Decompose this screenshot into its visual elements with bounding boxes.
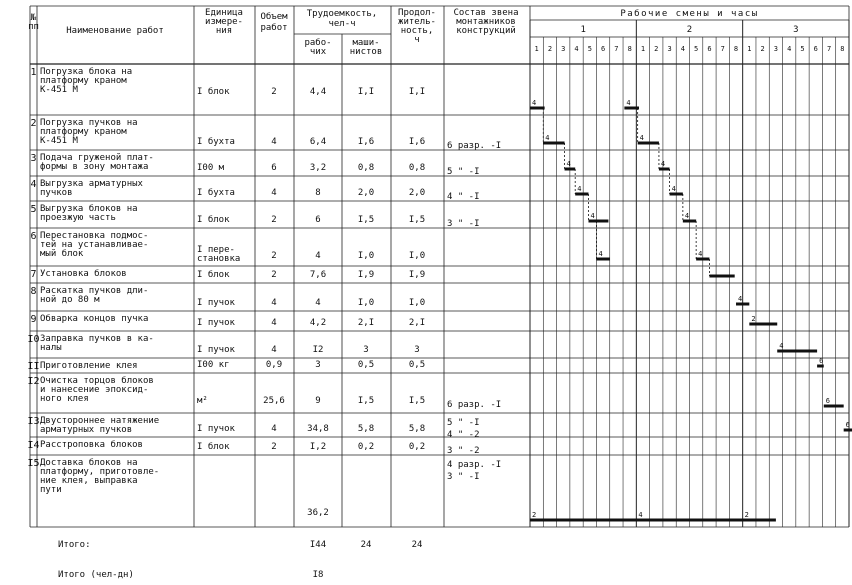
gantt-bar-label: 4 [566, 160, 571, 168]
row-number: 3 [30, 153, 37, 164]
hour-number: 6 [600, 45, 606, 53]
unit-value: I пере-становка [197, 245, 241, 264]
gantt-bar-label: 4 [639, 134, 644, 142]
machinists-value: 0,2 [357, 442, 375, 452]
gantt-bar-label: 6 [819, 357, 824, 365]
machinists-value: 2,0 [357, 188, 375, 198]
gantt-schedule [530, 99, 852, 520]
table-row [30, 268, 425, 280]
duration-value: 3 [414, 345, 420, 355]
hour-number: 8 [627, 45, 632, 53]
hour-number: 1 [640, 45, 646, 53]
work-name: Перестановка подмос-тей на устанавливае-мый блок [40, 231, 149, 259]
volume-value: 2 [271, 215, 277, 225]
machinists-value: 0,8 [357, 163, 375, 173]
gantt-bar-label: 2 [751, 315, 756, 323]
work-name: Погрузка блока на платформу краном К-451 М [40, 67, 133, 95]
crew-value: 6 разр. -I [447, 400, 502, 410]
duration-value: I,I [408, 87, 426, 97]
unit-value: I блок [197, 270, 230, 280]
header-duration: Продол-житель-ность, ч [398, 8, 436, 45]
workers-value: 6,4 [309, 137, 327, 147]
totals-workers: I44 [309, 540, 327, 550]
workers-value: 7,6 [309, 270, 327, 280]
machinists-value: I,5 [357, 215, 375, 225]
unit-value: I бухта [197, 137, 235, 147]
gantt-bar-label: 4 [590, 212, 595, 220]
table-row [30, 118, 501, 151]
gantt-bar-label: 4 [698, 250, 703, 258]
duration-value: 5,8 [408, 424, 426, 434]
work-name: Заправка пучков в ка-налы [40, 334, 154, 353]
duration-value: 2,I [408, 318, 426, 328]
hour-number: 1 [747, 45, 752, 53]
gantt-bar-label: 4 [684, 212, 690, 220]
machinists-value: I,6 [357, 137, 375, 147]
totals-duration: 24 [411, 540, 423, 550]
workers-value: I2 [312, 345, 324, 355]
machinists-value: I,9 [357, 270, 375, 280]
duration-value: 0,8 [408, 163, 426, 173]
table-body [27, 66, 501, 518]
unit-value: I блок [197, 87, 230, 97]
crew-value: 4 " -I [447, 192, 480, 202]
volume-value: 4 [271, 137, 277, 147]
gantt-bar-label: 4 [545, 134, 550, 142]
hour-number: 2 [654, 45, 659, 53]
machinists-value: 0,5 [357, 360, 375, 370]
header-unit: Единица измере-ния [205, 8, 243, 36]
crew-value: 4 разр. -I 3 " -I [447, 460, 502, 482]
duration-value: I,9 [408, 270, 426, 280]
crew-value: 3 " -2 [447, 446, 480, 456]
workers-value: 6 [315, 215, 321, 225]
header-labor-machinists: маши-нистов [349, 38, 383, 57]
row-number: I2 [27, 376, 40, 387]
table-row [30, 313, 425, 328]
row-number: 4 [30, 179, 37, 190]
machinists-value: I,5 [357, 396, 375, 406]
hour-number: 5 [800, 45, 805, 53]
table-row [27, 439, 479, 456]
row-number: 6 [30, 231, 37, 242]
volume-value: 25,6 [263, 396, 285, 406]
totals-days-value: I8 [312, 570, 324, 580]
unit-value: I пучок [197, 424, 235, 434]
workers-value: 4 [315, 298, 321, 308]
workers-value: 4,4 [309, 87, 327, 97]
duration-value: 0,2 [408, 442, 426, 452]
unit-value: I пучок [197, 298, 235, 308]
unit-value: I блок [197, 442, 230, 452]
workers-value: I,2 [309, 442, 327, 452]
machinists-value: I,I [357, 87, 375, 97]
hour-number: 3 [667, 45, 672, 53]
row-number: 9 [30, 314, 37, 325]
work-name: Погрузка пучков на платформу краном К-451 М [40, 118, 138, 146]
machinists-value: I,0 [357, 298, 375, 308]
row-number: 8 [30, 286, 37, 297]
work-name: Установка блоков [40, 269, 127, 279]
gantt-bar-label: 4 [532, 99, 537, 107]
header-num: № пп [28, 13, 39, 32]
gantt-bar-label: 4 [626, 99, 631, 107]
totals-machinists: 24 [360, 540, 372, 550]
work-name: Двустороннее натяжение арматурных пучков [40, 416, 160, 435]
row-number: II [27, 361, 40, 372]
table-grid [30, 6, 849, 527]
header-volume: Объем работ [260, 12, 288, 33]
machinists-value: 5,8 [357, 424, 375, 434]
header-crew: Состав звена монтажников конструкций [453, 8, 519, 36]
workers-value: 3,2 [309, 163, 327, 173]
hour-number: 7 [720, 45, 725, 53]
work-name: Доставка блоков на платформу, приготовле-ние клея, выправка пути [40, 458, 160, 495]
row-number: I5 [27, 458, 40, 469]
volume-value: 4 [271, 188, 277, 198]
row-number: I0 [27, 334, 40, 345]
hour-number: 3 [773, 45, 779, 53]
workers-value: 9 [315, 396, 321, 406]
unit-value: I пучок [197, 345, 235, 355]
work-name: Приготовление клея [40, 361, 138, 371]
volume-value: 2 [271, 87, 277, 97]
gantt-bar-label: 4 [598, 250, 603, 258]
gantt-bar-label: 6 [825, 397, 830, 405]
work-name: Подача груженой плат-формы в зону монтажа [40, 153, 154, 172]
unit-value: м² [197, 396, 208, 406]
volume-value: 4 [271, 298, 277, 308]
crew-value: 5 " -I [447, 167, 480, 177]
gantt-bar-label: 4 [660, 160, 666, 168]
row-number: I4 [27, 440, 40, 451]
shift-number: 3 [793, 25, 799, 35]
work-name: Обварка концов пучка [40, 314, 149, 324]
duration-value: I,0 [408, 298, 426, 308]
volume-value: 4 [271, 318, 277, 328]
crew-value: 6 разр. -I [447, 141, 502, 151]
workers-value: 3 [315, 360, 321, 370]
volume-value: 2 [271, 251, 277, 261]
hour-number: 6 [707, 45, 712, 53]
hour-number: 4 [787, 45, 792, 53]
totals [58, 540, 422, 580]
machinists-value: 3 [363, 345, 369, 355]
table-row [30, 231, 425, 264]
workers-value: 36,2 [307, 508, 329, 518]
volume-value: 2 [271, 270, 277, 280]
gantt-bar-label: 4 [577, 185, 582, 193]
hour-number: 2 [760, 45, 765, 53]
hour-number: 8 [840, 45, 845, 53]
machinists-value: 2,I [357, 318, 375, 328]
hour-number: 7 [614, 45, 619, 53]
table-row [30, 66, 425, 97]
volume-value: 0,9 [265, 360, 283, 370]
hour-number: 3 [561, 45, 566, 53]
duration-value: 2,0 [408, 188, 426, 198]
unit-value: I00 кг [197, 360, 230, 370]
hour-number: 7 [826, 45, 832, 53]
workers-value: 4,2 [309, 318, 327, 328]
work-name: Выгрузка арматурных пучков [40, 179, 143, 198]
duration-value: I,5 [408, 215, 426, 225]
volume-value: 4 [271, 345, 277, 355]
gantt-bar-label: 4 [779, 342, 784, 350]
duration-value: 0,5 [408, 360, 426, 370]
unit-value: I блок [197, 215, 230, 225]
work-name: Расстроповка блоков [40, 440, 143, 450]
row-number: 1 [30, 67, 37, 78]
gantt-bar-label: 4 [638, 511, 643, 519]
header-schedule: Рабочие смены и часы [620, 9, 759, 19]
table-row [27, 375, 501, 410]
workers-value: 8 [315, 188, 321, 198]
gantt-bar-label: 2 [532, 511, 537, 519]
hour-number: 8 [733, 45, 739, 53]
row-number: 5 [30, 204, 37, 215]
table-row [30, 286, 425, 308]
hour-number: 4 [680, 45, 685, 53]
volume-value: 2 [271, 442, 277, 452]
work-name: Раскатка пучков дли-ной до 80 м [40, 286, 149, 305]
unit-value: I пучок [197, 318, 235, 328]
crew-value: 3 " -I [447, 219, 480, 229]
header-name: Наименование работ [66, 26, 164, 36]
table-row [27, 457, 501, 518]
hour-number: 5 [587, 45, 592, 53]
volume-value: 4 [271, 424, 277, 434]
unit-value: I бухта [197, 188, 235, 198]
hour-number: 2 [547, 45, 553, 53]
work-name: Выгрузка блоков на проезжую часть [40, 204, 138, 223]
gantt-bar-label: 2 [744, 511, 749, 519]
table-row [27, 416, 479, 440]
row-number: 7 [30, 269, 37, 280]
hour-number: 5 [694, 45, 699, 53]
shift-number: 1 [580, 25, 586, 35]
totals-days-label: Итого (чел-дн) [58, 570, 134, 580]
gantt-bar-label: 6 [845, 421, 850, 429]
gantt-bar-label: 4 [738, 295, 743, 303]
workers-value: 4 [315, 251, 321, 261]
table-row [27, 360, 425, 372]
shift-number: 2 [686, 25, 693, 35]
header-labor-workers: рабо-чих [304, 38, 332, 57]
work-name: Очистка торцов блоков и нанесение эпоксид-ного клея [40, 376, 154, 404]
row-number: 2 [30, 118, 37, 129]
duration-value: I,6 [408, 137, 426, 147]
table-header [28, 8, 844, 57]
workers-value: 34,8 [307, 424, 329, 434]
machinists-value: I,0 [357, 251, 375, 261]
table-row [27, 334, 419, 355]
gantt-bar-label: 4 [671, 185, 676, 193]
hour-number: 6 [813, 45, 818, 53]
hour-number: 1 [534, 45, 539, 53]
hour-number: 4 [574, 45, 579, 53]
duration-value: I,5 [408, 396, 426, 406]
header-labor: Трудоемкость, чел-ч [306, 9, 378, 29]
crew-value: 5 " -I 4 " -2 [447, 418, 480, 440]
volume-value: 6 [271, 163, 277, 173]
row-number: I3 [27, 416, 40, 427]
duration-value: I,0 [408, 251, 426, 261]
unit-value: I00 м [197, 163, 225, 173]
totals-label: Итого: [58, 540, 91, 550]
